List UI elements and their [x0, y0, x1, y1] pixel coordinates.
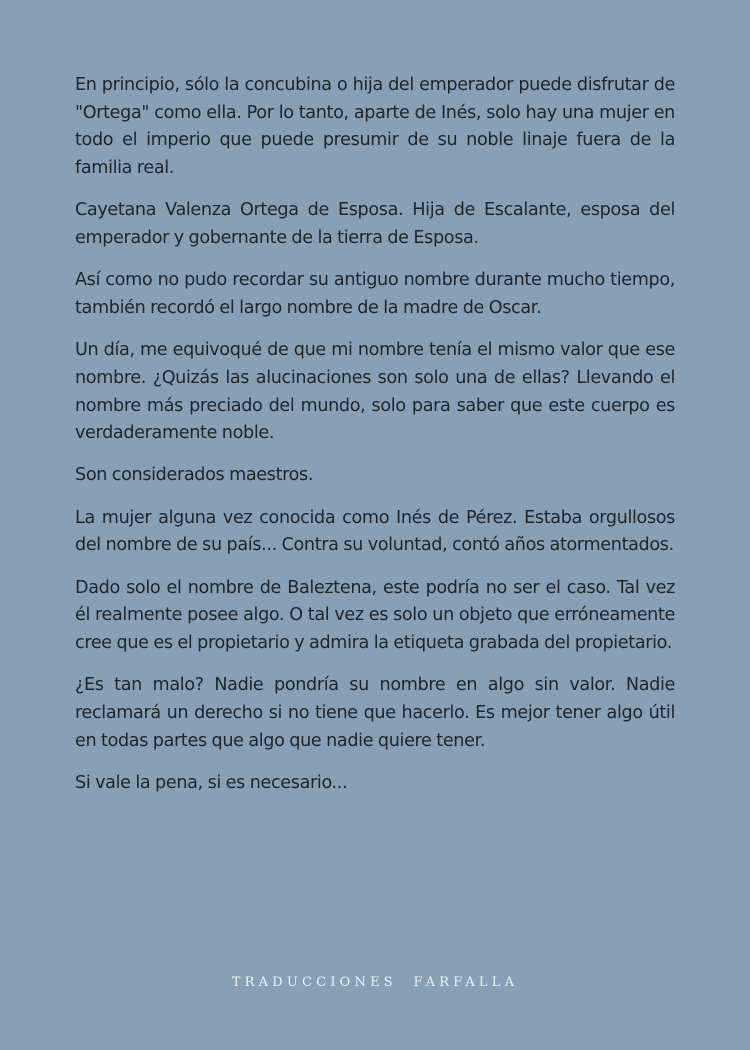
paragraph: En principio, sólo la concubina o hija del emperador puede disfrutar de "Ortega" como ella. Por lo tanto, aparte de Inés, solo hay una mujer en todo el imperio que puede presumir de su noble linaje fuera de la familia real. [75, 75, 675, 179]
paragraph: Si vale la pena, si es necesario... [75, 772, 348, 793]
paragraph: Dado solo el nombre de Baleztena, este podría no ser el caso. Tal vez él realmente posee algo. O tal vez es solo un objeto que erróneamente cree que es el propietario y admira la etiqueta grabada del propietario. [75, 577, 675, 653]
paragraph: ¿Es tan malo? Nadie pondría su nombre en algo sin valor. Nadie reclamará un derecho si no tiene que hacerlo. Es mejor tener algo útil en todas partes que algo que nadie quiere tener. [75, 675, 675, 751]
paragraph: Así como no pudo recordar su antiguo nombre durante mucho tiempo, también recordó el largo nombre de la madre de Oscar. [75, 270, 675, 318]
document-body [75, 72, 675, 812]
paragraph: Son considerados maestros. [75, 465, 314, 486]
paragraph: Cayetana Valenza Ortega de Esposa. Hija de Escalante, esposa del emperador y gobernante de la tierra de Esposa. [75, 200, 675, 249]
translator-credit: TRADUCCIONES FARFALLA [231, 975, 519, 990]
paragraph: Un día, me equivoqué de que mi nombre tenía el mismo valor que ese nombre. ¿Quizás las alucinaciones son solo una de ellas? Llevando el nombre más preciado del mundo, solo para saber que este cuerpo es verdaderamente noble. [75, 340, 675, 444]
paragraph: La mujer alguna vez conocida como Inés de Pérez. Estaba orgullosos del nombre de su país... Contra su voluntad, contó años atormentados. [75, 507, 675, 556]
